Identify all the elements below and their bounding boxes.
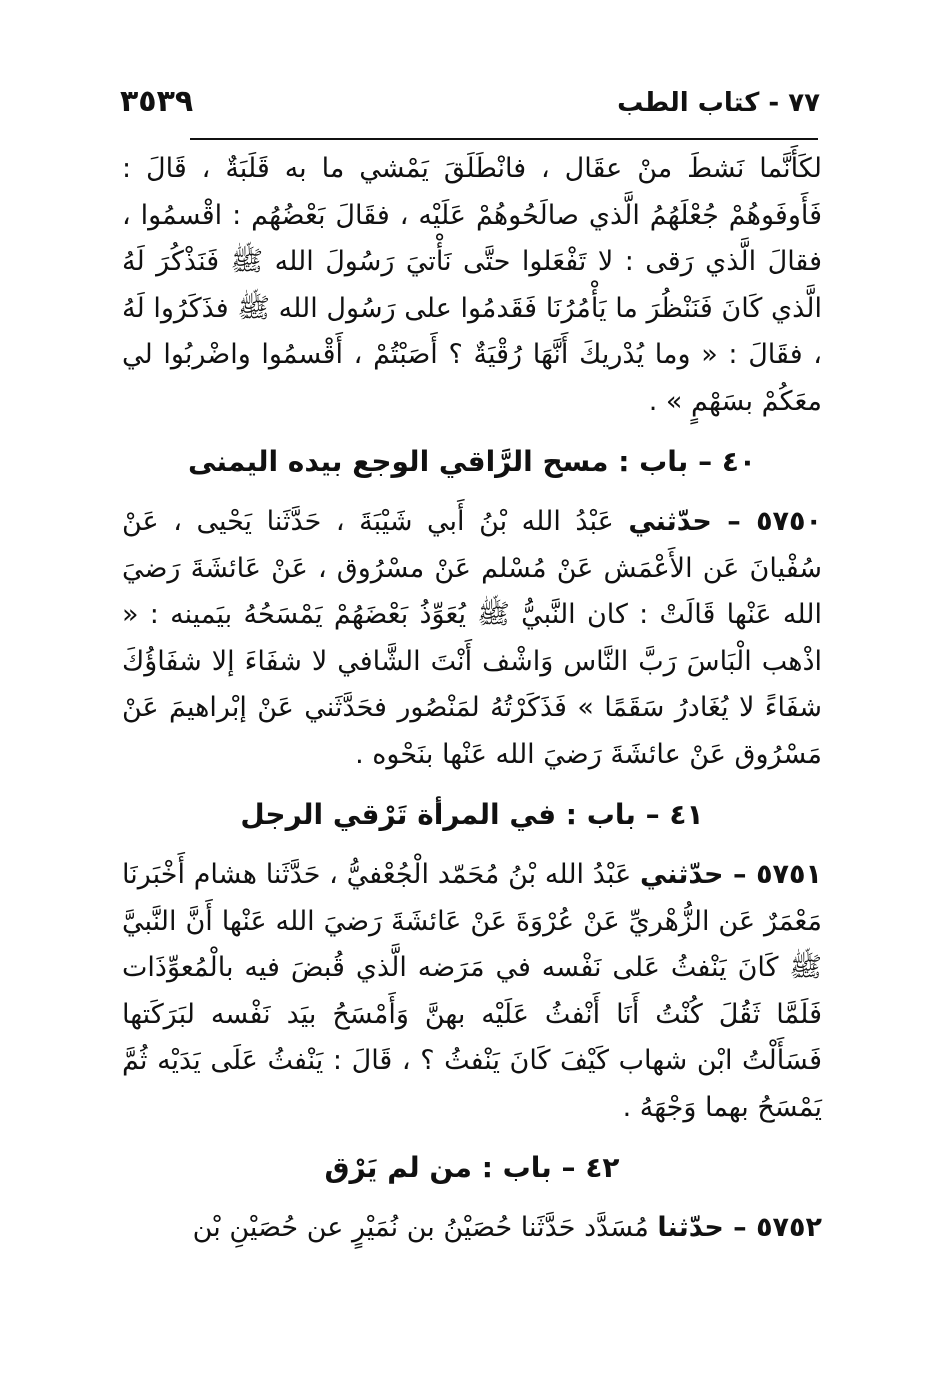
hadith-text: عَبْدُ الله بْنُ مُحَمّد الْجُعْفيُّ ، حَدَّثَنا هشام أَخْبَرنَا مَعْمَرٌ عَن الزُّهْريِّ عَنْ عُرْوَةَ عَنْ عَائشَةَ رَضيَ الله عَنْها أَنَّ النَّبيَّ ﷺ كَانَ يَنْفثُ عَلى نَفْسه في مَرَضه الَّذي قُبضَ فيه بالْمُعوِّذَات فَلَمَّا ثَقُلَ كُنْتُ أَنَا أَنْفثُ عَلَيْه بهنَّ وَأَمْسَحُ بيَد نَفْسه لبَرَكَتها فَسَأَلْتُ ابْن شهاب كَيْفَ كَانَ يَنْفثُ ؟ ، قَالَ : يَنْفثُ عَلَى يَدَيْه ثُمَّ يَمْسَحُ بهما وَجْهَهُ . <box>122 859 822 1123</box>
chapter-title: ٧٧ - كتاب الطب <box>617 88 820 118</box>
page-number: ٣٥٣٩ <box>120 84 194 119</box>
bab-heading-42: ٤٢ – باب : من لم يَرْق <box>324 1151 620 1184</box>
hadith-number: ٥٧٥١ – حدّثني <box>639 859 822 890</box>
hadith-5750 <box>122 499 822 778</box>
hadith-5752 <box>122 1205 822 1252</box>
bab-heading-41: ٤١ – باب : في المرأة تَرْقي الرجل <box>240 798 704 831</box>
header-rule <box>190 138 818 140</box>
page-body <box>122 146 822 1252</box>
hadith-5751 <box>122 852 822 1131</box>
running-header <box>120 84 820 128</box>
hadith-number: ٥٧٥٢ – حدّثنا <box>657 1212 822 1243</box>
bab-heading-40: ٤٠ – باب : مسح الرَّاقي الوجع بيده اليمنى <box>187 445 757 478</box>
hadith-text: مُسَدَّد حَدَّثَنا حُصَيْنُ بن نُمَيْرٍ عن حُصَيْنِ بْن <box>192 1212 649 1243</box>
hadith-text: عَبْدُ الله بْنُ أَبي شَيْبَةَ ، حَدَّثَنا يَحْيى ، عَنْ سُفْيانَ عَن الأَعْمَش عَنْ مُسْلم عَنْ مسْرُوق ، عَنْ عَائشَةَ رَضيَ الله عَنْها قَالَتْ : كان النَّبيُّ ﷺ يُعَوِّذُ بَعْضَهُمْ يَمْسَحُهُ بيَمينه : « اذْهب الْبَاسَ رَبَّ النَّاس وَاشْف أَنْتَ الشَّافي لا شفَاءَ إلا شفَاؤُكَ شفَاءً لا يُغَادرُ سَقَمًا » فَذَكَرْتُهُ لمَنْصُور فحَدَّثَني عَنْ إبْراهيمَ عَنْ مَسْرُوق عَنْ عائشَةَ رَضيَ الله عَنْها بنَحْوه . <box>122 506 822 770</box>
continuation-paragraph: لكَأَنَّما نَشطَ منْ عقَال ، فانْطَلَقَ يَمْشي ما به قَلَبَةٌ ، قَالَ : فَأَوفَوهُمْ جُعْلَهُمُ الَّذي صالَحُوهُمْ عَلَيْه ، فقَالَ بَعْضُهُم : اقْسمُوا ، فقالَ الَّذي رَقى : لا تَفْعَلوا حتَّى نَأْتيَ رَسُولَ الله ﷺ فَنَذْكُرَ لَهُ الَّذي كَانَ فَنَنْظُرَ ما يَأْمُرُنَا فَقَدمُوا على رَسُول الله ﷺ فذَكَرُوا لَهُ ، فقَالَ : « وما يُدْريكَ أَنَّهَا رُقْيَةٌ ؟ أَصَبْتُمْ ، أَقْسمُوا واضْربُوا لي معَكُمْ بسَهْمٍ » . <box>122 153 822 417</box>
hadith-number: ٥٧٥٠ – حدّثني <box>628 506 822 537</box>
